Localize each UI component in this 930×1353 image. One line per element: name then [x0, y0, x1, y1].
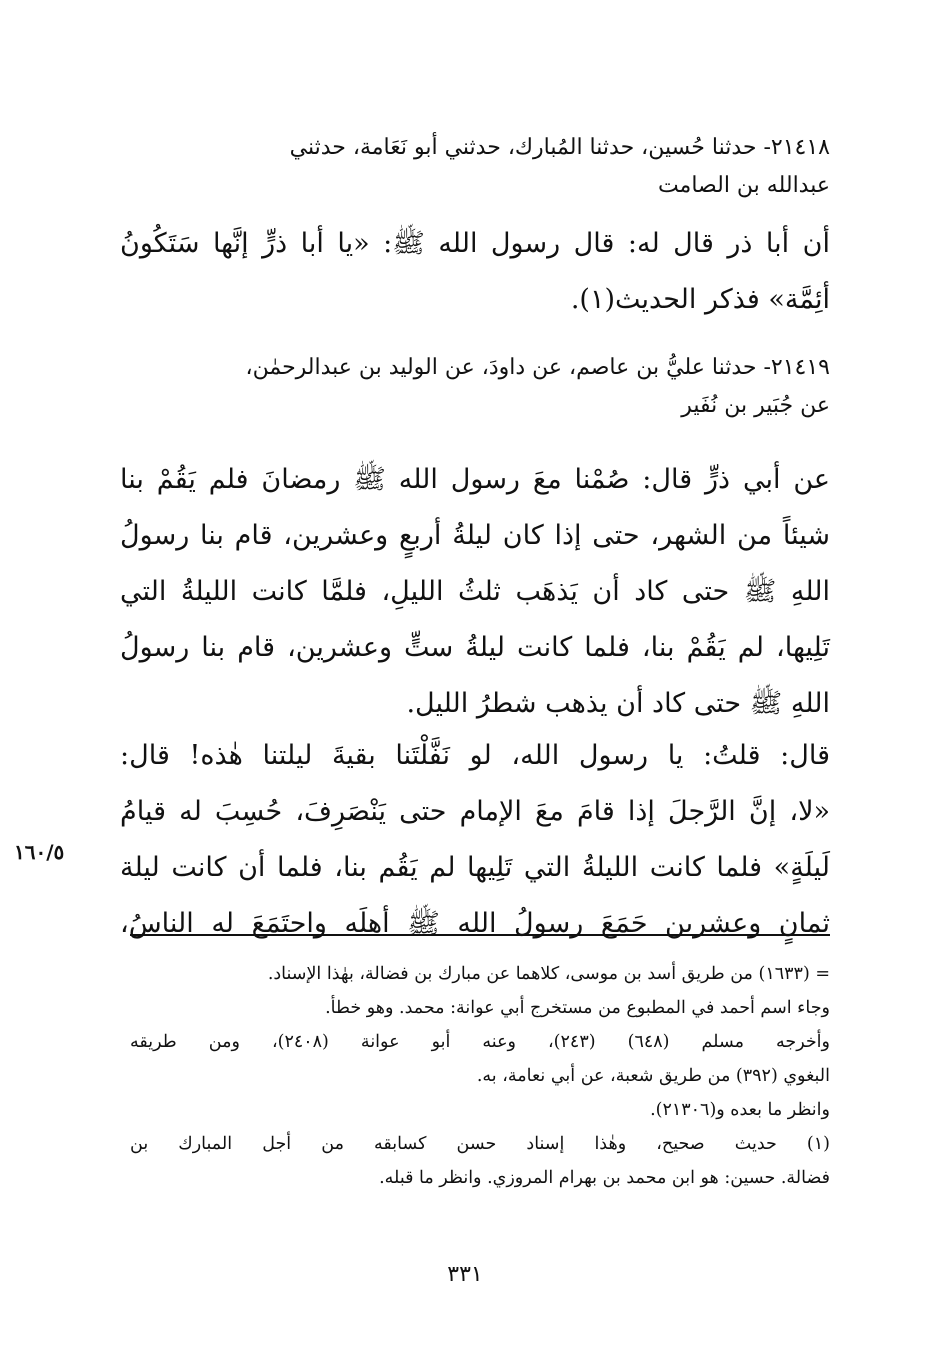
matn-line: شيئاً من الشهر، حتى إذا كان ليلةُ أربعٍ وعشرين، قام بنا رسولُ [120, 520, 830, 551]
matn-line: أئِمَّة» فذكر الحديث(١). [570, 284, 830, 315]
page-number: ٣٣١ [447, 1262, 483, 1287]
matn-line: اللهِ ﷺ حتى كاد أن يَذهَب ثلثُ الليلِ، فلمَّا كانت الليلةُ التي [120, 576, 830, 607]
matn-line: ثمانٍ وعشرين جَمَعَ رسولُ الله ﷺ أهلَه واجتَمَعَ له الناسُ، [120, 908, 830, 939]
isnad-line: عن جُبَير بن نُفَير [681, 393, 830, 418]
hadith-21418-isnad [120, 129, 830, 205]
matn-line: أن أبا ذر قال له: قال رسول الله ﷺ: «يا أبا ذرٍّ إنَّها سَتَكُونُ [120, 228, 830, 259]
hadith-21419-matn [120, 452, 830, 732]
footnote-line: وجاء اسم أحمد في المطبوع من مستخرج أبي عوانة: محمد. وهو خطأ. [325, 998, 830, 1018]
footnote-line: (١) حديث صحيح، وهٰذا إسناد حسن كسابقه من أجل المبارك بن [130, 1134, 830, 1154]
hadith-21418-matn [120, 216, 830, 328]
footnotes [130, 957, 830, 1195]
isnad-line: عبدالله بن الصامت [657, 173, 830, 198]
hadith-21419-isnad [120, 349, 830, 425]
matn-line: قال: قلتُ: يا رسول الله، لو نَفَّلْتَنا بقيةَ ليلتنا هٰذه! قال: [120, 740, 830, 771]
footnote-divider [130, 934, 830, 936]
footnote-line: وأخرجه مسلم (٦٤٨) (٢٤٣)، وعنه أبو عوانة (٢٤٠٨)، ومن طريقه [130, 1032, 830, 1052]
matn-line: «لا، إنَّ الرَّجلَ إذا قامَ معَ الإمام حتى يَنْصَرِفَ، حُسِبَ له قيامُ [120, 796, 830, 827]
matn-line: تَلِيها، لم يَقُمْ بنا، فلما كانت ليلةُ ستٍّ وعشرين، قام بنا رسولُ [120, 632, 830, 663]
isnad-line: ٢١٤١٩- حدثنا عليُّ بن عاصم، عن داودَ، عن الوليد بن عبدالرحمٰن، [245, 355, 830, 380]
footnote-line: فضالة. حسين: هو ابن محمد بن بهرام المروزي. وانظر ما قبله. [379, 1168, 830, 1188]
margin-volume-page-marker: ١٦٠/٥ [14, 840, 65, 864]
isnad-line: ٢١٤١٨- حدثنا حُسين، حدثنا المُبارك، حدثني أبو نَعَامة، حدثني [289, 135, 830, 160]
matn-line: لَيلَةٍ» فلما كانت الليلةُ التي تَلِيها لم يَقُم بنا، فلما أن كانت ليلة [120, 852, 830, 883]
matn-line: عن أبي ذرٍّ قال: صُمْنا معَ رسول الله ﷺ رمضانَ فلم يَقُمْ بنا [120, 464, 830, 495]
footnote-line: وانظر ما بعده و(٢١٣٠٦). [650, 1100, 830, 1120]
matn-line: اللهِ ﷺ حتى كاد أن يذهب شطرُ الليل. [406, 688, 830, 719]
footnote-line: = (١٦٣٣) من طريق أسد بن موسى، كلاهما عن مبارك بن فضالة، بهٰذا الإسناد. [267, 964, 830, 984]
hadith-21419-matn-continued [120, 728, 830, 952]
footnote-line: البغوي (٣٩٢) من طريق شعبة، عن أبي نعامة، به. [476, 1066, 830, 1086]
